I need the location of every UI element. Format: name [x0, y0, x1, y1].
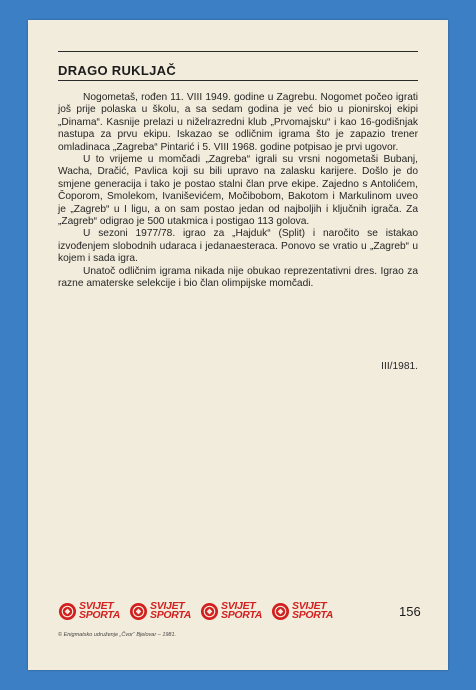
svijet-sporta-logo	[129, 602, 191, 621]
football-icon	[58, 602, 77, 621]
logo-line-1: SVIJET	[292, 600, 327, 612]
logo-strip	[58, 598, 418, 624]
sports-card	[28, 20, 448, 670]
svijet-sporta-logo	[200, 602, 262, 621]
football-icon	[271, 602, 290, 621]
svijet-sporta-logo	[58, 602, 120, 621]
football-icon	[129, 602, 148, 621]
football-icon	[200, 602, 219, 621]
logo-line-2: SPORTA	[221, 609, 262, 621]
player-name-title: DRAGO RUKLJAČ	[58, 63, 177, 78]
card-number: 156	[399, 604, 421, 619]
logo-line-2: SPORTA	[292, 609, 333, 621]
biography-paragraph: Unatoč odličnim igrama nikada nije obukao reprezentativni dres. Igrao za razne amaterske selekcije i bio član olimpijske momčadi.	[58, 265, 418, 290]
top-divider	[58, 51, 418, 52]
logo-line-2: SPORTA	[79, 609, 120, 621]
biography-paragraph: Nogometaš, rođen 11. VIII 1949. godine u Zagrebu. Nogomet počeo igrati još prije polaska u školu, a sa sedam godina je već bio u pionirskoj ekipi „Dinama“. Kasnije prelazi u niželrazredni klub „Prvomajsku“ i kao 16-godišnjak nastupa za prvu ekipu. Iskazao se odličnim igrama što je zapazio trener omladinaca „Zagreba“ Pintarić i 5. VIII 1968. godine potpisao je prvi ugovor.	[58, 92, 418, 153]
logo-line-1: SVIJET	[79, 600, 114, 612]
issue-date: III/1981.	[381, 361, 418, 372]
biography-paragraph: U sezoni 1977/78. igrao za „Hajduk“ (Split) i naročito se istakao izvođenjem slobodnih udaraca i jedanaesteraca. Ponovo se vratio u „Zagreb“ u kojem i sada igra.	[58, 228, 418, 265]
logo-line-1: SVIJET	[221, 600, 256, 612]
svijet-sporta-logo	[271, 602, 333, 621]
logo-line-2: SPORTA	[150, 609, 191, 621]
biography-paragraph: U to vrijeme u momčadi „Zagreba“ igrali su vrsni nogometaši Bubanj, Wacha, Dračić, Pavlica koji su bili upravo na zalasku karijere. Došlo je do smjene generacija i tako je postao stalni član prve ekipe. Zajedno s Antolićem, Čoporom, Smolekom, Ivaniševićem, Močibobom, Bakotom i Markulinom uveo je „Zagreb“ u I ligu, a on sam postao jedan od najboljih i ključnih igrača. Za „Zagreb“ odigrao je 500 utakmica i postigao 113 golova.	[58, 154, 418, 228]
biography-text	[58, 92, 418, 291]
title-divider	[58, 80, 418, 81]
copyright-notice: © Enigmatsko udruženje „Čvor“ Bjelovar – 1981.	[58, 632, 177, 638]
logo-line-1: SVIJET	[150, 600, 185, 612]
